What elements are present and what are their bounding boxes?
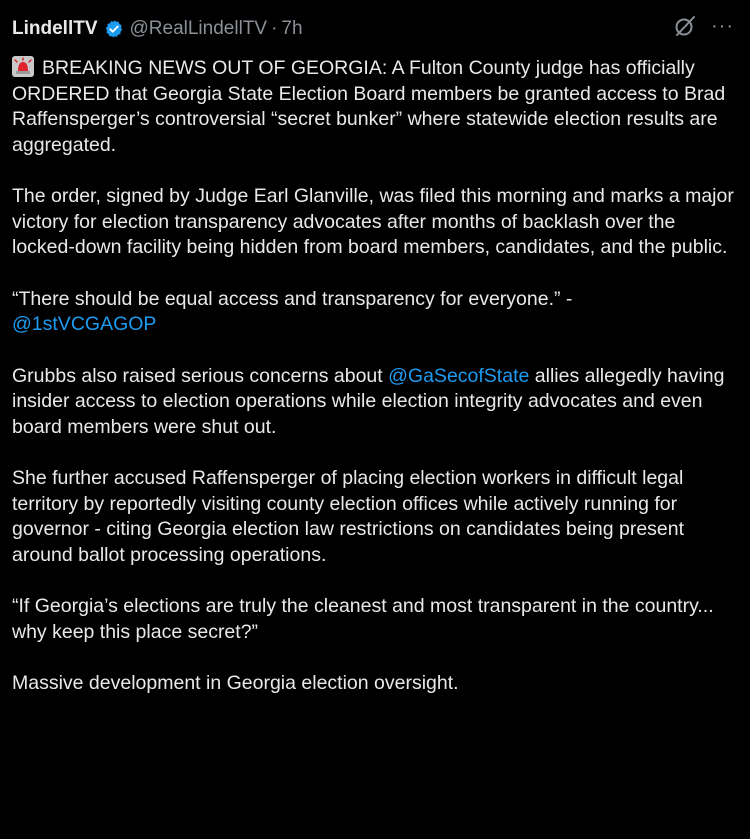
more-icon[interactable]: ···	[711, 15, 734, 37]
mention-link[interactable]: @GaSecofState	[388, 364, 530, 387]
paragraph-1	[12, 56, 736, 158]
tweet-header	[12, 12, 736, 46]
paragraph-text: Massive development in Georgia election oversight.	[12, 672, 459, 694]
header-actions	[673, 14, 734, 38]
paragraph-text: She further accused Raffensperger of placing election workers in difficult legal territory by reportedly visiting county election offices while actively running for governor - citing Georgia election law restrictions on candidates being present around ballot processing operations.	[12, 467, 685, 566]
paragraph-text: BREAKING NEWS OUT OF GEORGIA: A Fulton County judge has officially ORDERED that Georgia State Election Board members be granted access to Brad Raffensperger’s controversial “secret bunker” where statewide election results are aggregated.	[12, 57, 726, 156]
quote-text: “There should be equal access and transparency for everyone.” -	[12, 287, 573, 310]
grok-icon[interactable]	[673, 14, 697, 38]
paragraph-5	[12, 466, 736, 568]
timestamp[interactable]: 7h	[281, 18, 303, 39]
verified-badge-icon	[104, 19, 124, 39]
quote-text: “If Georgia’s elections are truly the cleanest and most transparent in the country... why keep this place secret?”	[12, 595, 714, 643]
paragraph-2	[12, 184, 736, 261]
paragraph-text-after: allies allegedly having insider access to election operations while election integrity advocates and even board members were shut out.	[12, 364, 725, 438]
paragraph-7	[12, 671, 736, 697]
separator: ·	[271, 18, 278, 39]
paragraph-6	[12, 594, 736, 645]
handle[interactable]: @RealLindellTV	[129, 18, 268, 39]
paragraph-text-before: Grubbs also raised serious concerns about	[12, 364, 389, 387]
paragraph-4	[12, 364, 736, 441]
paragraph-3	[12, 287, 736, 338]
tweet-body	[12, 56, 736, 697]
display-name[interactable]: LindellTV	[12, 18, 98, 39]
police-light-icon	[12, 56, 34, 77]
mention-link[interactable]: @1stVCGAGOP	[12, 313, 157, 335]
paragraph-text: The order, signed by Judge Earl Glanville, was filed this morning and marks a major victory for election transparency advocates after months of backlash over the locked-down facility being hidden from board members, candidates, and the public.	[12, 185, 734, 258]
